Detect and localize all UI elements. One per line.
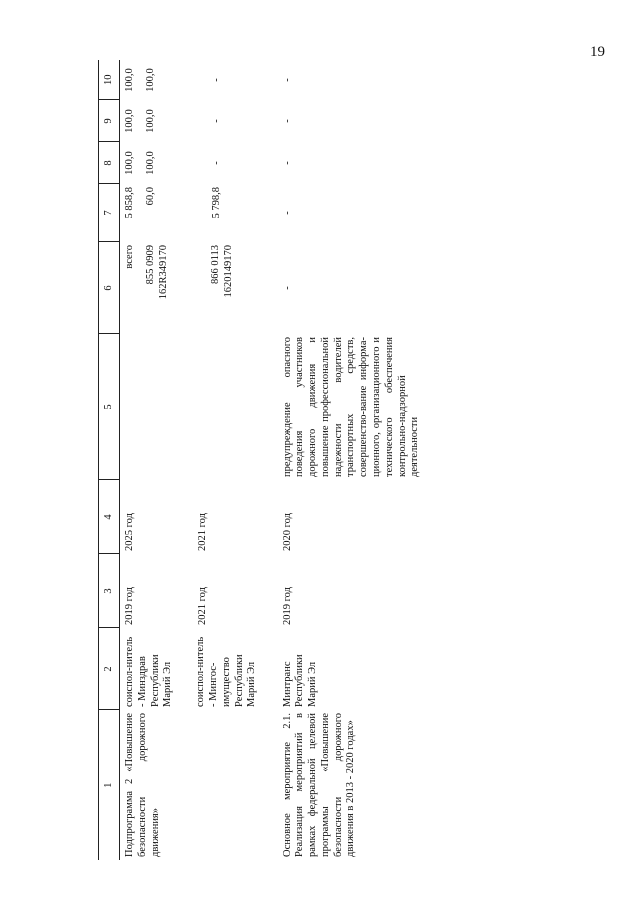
executor-minzdrav: соиспол-нитель - Минздрав Республики Марий Эл (124, 636, 174, 707)
executor-cell (120, 628, 278, 710)
subprogram-name: Подпрограмма 2 «Повышение безопасности дорожного движения» (124, 713, 161, 857)
value: - (210, 78, 222, 82)
value: 100,0 (124, 151, 135, 175)
start-year: 2019 год (281, 587, 293, 625)
col8-cell (120, 142, 278, 184)
result-cell (120, 334, 278, 480)
col9-cell (120, 100, 278, 142)
value: 100,0 (144, 109, 156, 133)
end-year: 2025 год (124, 513, 135, 551)
start-year: 2019 год (124, 587, 135, 625)
header-cell: 7 (99, 184, 120, 242)
sum-value: 60,0 (144, 187, 156, 206)
header-cell: 8 (99, 142, 120, 184)
sum-value: 5 798,8 (210, 187, 222, 219)
sum-cell (120, 184, 278, 242)
executor-mintrans: Минтранс Республики Марий Эл (281, 654, 319, 707)
table-row (278, 60, 425, 860)
value: 100,0 (124, 68, 135, 92)
col8-cell: - (281, 161, 293, 165)
table-row (120, 60, 278, 860)
header-cell: 2 (99, 628, 120, 710)
value: 100,0 (144, 68, 156, 92)
header-cell: 5 (99, 334, 120, 480)
sum-total: 5 858,8 (124, 187, 135, 219)
header-row (99, 60, 120, 860)
activity-name: Основное мероприятие 2.1. Реализация мероприятий в рамках федеральной целевой программы «Повышение безопасности дорожного движения в 2013 - 2020 годах» (281, 713, 357, 857)
end-cell (120, 480, 278, 554)
kbk-cell: - (281, 286, 293, 290)
program-table (98, 60, 424, 860)
header-cell: 6 (99, 242, 120, 334)
header-cell: 4 (99, 480, 120, 554)
rotated-table-wrapper (98, 60, 606, 860)
col10-cell: - (281, 78, 293, 82)
kbk-cell (120, 242, 278, 334)
kbk-total-label: всего (124, 245, 135, 269)
value: 100,0 (124, 109, 135, 133)
col9-cell: - (281, 119, 293, 123)
end-year: 2020 год (281, 513, 293, 551)
kbk-code: 866 0113 1620149170 (210, 245, 235, 298)
value: - (210, 119, 222, 123)
page-number: 19 (590, 44, 605, 60)
start-year: 2021 год (196, 587, 208, 625)
kbk-code: 855 0909 162R349170 (144, 245, 169, 300)
start-cell (120, 554, 278, 628)
header-cell: 3 (99, 554, 120, 628)
header-cell: 9 (99, 100, 120, 142)
header-cell: 10 (99, 60, 120, 100)
value: 100,0 (144, 151, 156, 175)
end-year: 2021 год (196, 513, 208, 551)
col10-cell (120, 60, 278, 100)
result-cell: предупреждение опасного поведения участников дорожного движения и повышение профессиональной надежности водителей транспортных средств, совершенство-вание информа-ционного, организационного и технического обеспечения контрольно-надзорной деятельности (281, 337, 421, 477)
executor-mingosimushchestvo: соиспол-нитель - Мингос-имущество Республики Марий Эл (195, 636, 258, 707)
value: - (210, 161, 222, 165)
header-cell: 1 (99, 710, 120, 860)
sum-cell: - (281, 211, 293, 215)
